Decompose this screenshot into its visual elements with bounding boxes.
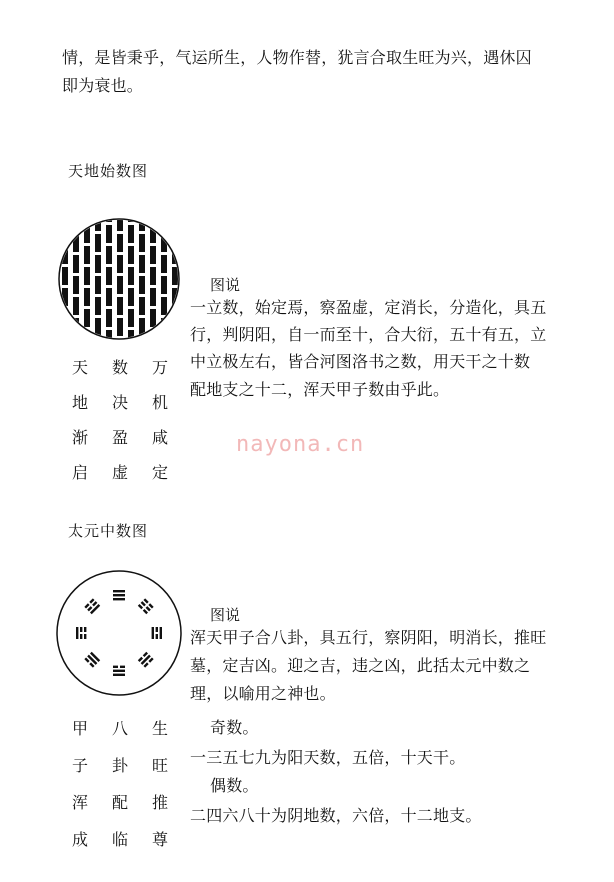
stripe-bar bbox=[117, 234, 123, 252]
stripe-bar bbox=[117, 318, 123, 336]
grid-char: 万 bbox=[151, 358, 168, 377]
grid-char: 地 bbox=[71, 393, 88, 412]
grid-char: 机 bbox=[151, 393, 168, 412]
stripe-bar bbox=[73, 276, 79, 294]
section2-title: 太元中数图 bbox=[68, 522, 149, 540]
stripe-bar bbox=[150, 309, 156, 327]
tiandi-diagram bbox=[54, 214, 184, 344]
grid-char: 成 bbox=[71, 830, 88, 849]
grid-char: 盈 bbox=[111, 428, 128, 447]
grid-char: 咸 bbox=[151, 428, 168, 447]
stripe-bar bbox=[139, 276, 145, 294]
grid-char: 旺 bbox=[151, 756, 168, 775]
stripe-bar bbox=[84, 267, 90, 285]
section2-note-2: 一三五七九为阳天数，五倍，十天干。 bbox=[190, 748, 466, 767]
stripe-bar bbox=[62, 267, 68, 285]
stripe-bar bbox=[73, 297, 79, 315]
watermark: nayona.cn bbox=[236, 432, 365, 457]
intro-line-1: 情，是皆秉乎，气运所生，人物作替，犹言合取生旺为兴，遇休囚 bbox=[62, 48, 532, 67]
stripe-bar bbox=[62, 309, 68, 327]
stripe-bar bbox=[172, 214, 178, 222]
grid-char: 浑 bbox=[71, 793, 88, 812]
grid-char: 推 bbox=[151, 793, 168, 812]
stripe-bar bbox=[106, 267, 112, 285]
grid-char: 卦 bbox=[111, 756, 128, 775]
stripe-bar bbox=[161, 339, 167, 344]
stripe-bar bbox=[95, 234, 101, 252]
grid-char: 启 bbox=[71, 463, 88, 482]
stripe-bar bbox=[106, 309, 112, 327]
taiyuan-diagram bbox=[52, 566, 186, 700]
stripe-bar bbox=[128, 288, 134, 306]
stripe-bar bbox=[84, 246, 90, 264]
grid-char: 数 bbox=[111, 358, 128, 377]
stripe-bar bbox=[95, 339, 101, 344]
section2-note-1: 奇数。 bbox=[210, 718, 259, 737]
stripe-bar bbox=[106, 246, 112, 264]
stripe-bar bbox=[150, 246, 156, 264]
stripe-bar bbox=[172, 330, 178, 344]
section1-explain-line-3: 中立极左右，皆合河图洛书之数，用天干之十数 bbox=[190, 352, 531, 371]
stripe-bar bbox=[139, 255, 145, 273]
stripe-bar bbox=[117, 214, 123, 231]
stripe-bar bbox=[139, 297, 145, 315]
stripe-bar bbox=[73, 214, 79, 231]
stripe-bar bbox=[73, 255, 79, 273]
stripe-bar bbox=[139, 234, 145, 252]
stripe-bar bbox=[150, 330, 156, 344]
grid-char: 天 bbox=[71, 358, 88, 377]
section1-char-grid bbox=[60, 355, 180, 483]
section1-explain-line-2: 行，判阴阳，自一而至十，合大衍，五十有五，立 bbox=[190, 325, 547, 344]
section1-explain-title: 图说 bbox=[210, 276, 241, 294]
stripe-bar bbox=[150, 288, 156, 306]
stripe-bar bbox=[84, 288, 90, 306]
stripe-bar bbox=[117, 297, 123, 315]
trigram-mark bbox=[113, 590, 125, 600]
stripe-bar bbox=[172, 267, 178, 285]
grid-char: 甲 bbox=[71, 719, 88, 738]
stripe-bar bbox=[117, 276, 123, 294]
stripe-bar bbox=[150, 214, 156, 222]
grid-char: 尊 bbox=[151, 830, 168, 849]
stripe-bar bbox=[62, 225, 68, 243]
stripe-bar bbox=[106, 225, 112, 243]
section2-explain-line-1: 浑天甲子合八卦，具五行，察阴阳，明消长，推旺 bbox=[190, 628, 547, 647]
stripe-bar bbox=[95, 276, 101, 294]
section2-explain-title: 图说 bbox=[210, 606, 241, 624]
stripe-bar bbox=[161, 276, 167, 294]
section2-note-4: 二四六八十为阴地数，六倍，十二地支。 bbox=[190, 806, 482, 825]
stripe-bar bbox=[95, 255, 101, 273]
stripe-bar bbox=[106, 288, 112, 306]
intro-line-2: 即为衰也。 bbox=[62, 76, 144, 95]
section1-explain-line-1: 一立数，始定焉，察盈虚，定消长，分造化，具五 bbox=[190, 298, 547, 317]
stripe-bar bbox=[95, 297, 101, 315]
section1-explain-line-4: 配地支之十二，浑天甲子数由乎此。 bbox=[190, 380, 450, 399]
grid-char: 渐 bbox=[71, 428, 88, 447]
stripe-bar bbox=[128, 309, 134, 327]
stripe-bar bbox=[73, 339, 79, 344]
grid-char: 子 bbox=[71, 756, 88, 775]
stripe-bar bbox=[62, 330, 68, 344]
stripe-bar bbox=[161, 214, 167, 231]
grid-char: 虚 bbox=[111, 463, 128, 482]
section1-title: 天地始数图 bbox=[68, 162, 149, 180]
section2-char-grid bbox=[60, 716, 180, 850]
stripe-bar bbox=[172, 309, 178, 327]
stripe-bar bbox=[128, 246, 134, 264]
stripe-bar bbox=[128, 225, 134, 243]
stripe-bar bbox=[150, 267, 156, 285]
grid-char: 决 bbox=[111, 393, 128, 412]
grid-char: 生 bbox=[151, 719, 168, 738]
stripe-bar bbox=[161, 255, 167, 273]
section2-explain-line-2: 墓，定吉凶。迎之吉，违之凶，此括太元中数之 bbox=[190, 656, 531, 675]
stripe-bar bbox=[84, 214, 90, 222]
stripe-bar bbox=[161, 297, 167, 315]
stripe-bar bbox=[117, 339, 123, 344]
stripe-bar bbox=[117, 255, 123, 273]
section2-explain-line-3: 理，以喻用之神也。 bbox=[190, 684, 336, 703]
grid-char: 临 bbox=[111, 830, 128, 849]
section2-note-3: 偶数。 bbox=[210, 776, 259, 795]
stripe-bar bbox=[84, 309, 90, 327]
stripe-bar bbox=[62, 214, 68, 222]
grid-char: 定 bbox=[151, 463, 168, 482]
stripe-bar bbox=[139, 339, 145, 344]
grid-char: 八 bbox=[111, 719, 128, 738]
grid-char: 配 bbox=[111, 793, 128, 812]
stripe-bar bbox=[172, 225, 178, 243]
stripe-bar bbox=[128, 267, 134, 285]
stripe-bar bbox=[84, 330, 90, 344]
